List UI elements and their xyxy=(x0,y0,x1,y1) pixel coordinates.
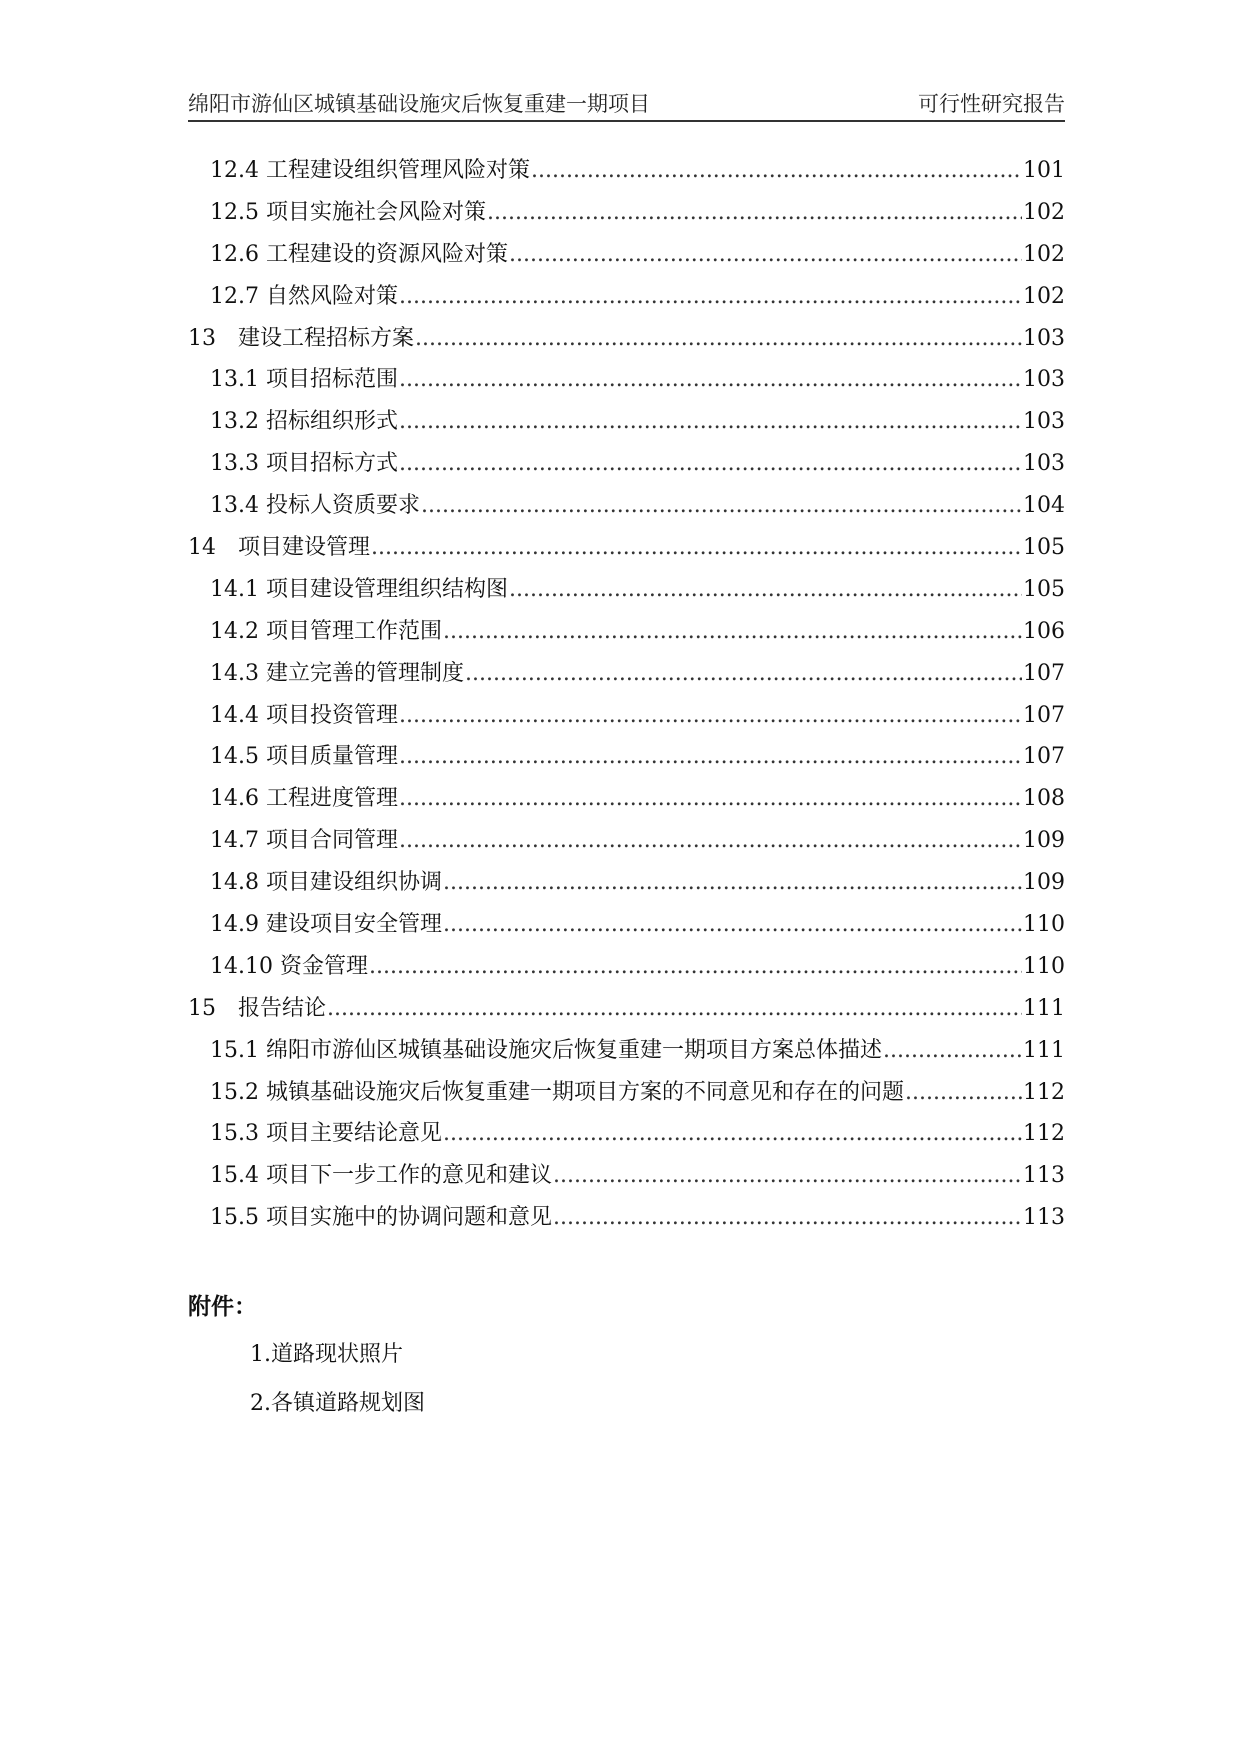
toc-entry-title: 14.7 项目合同管理 xyxy=(210,828,398,854)
toc-entry-title: 15.5 项目实施中的协调问题和意见 xyxy=(210,1205,552,1231)
toc-page-number: 103 xyxy=(1023,451,1065,477)
toc-page-number: 102 xyxy=(1023,283,1065,309)
toc-page-number: 102 xyxy=(1023,241,1065,267)
toc-entry[interactable] xyxy=(188,408,1065,450)
toc-entry-title: 14.6 工程进度管理 xyxy=(210,786,398,812)
toc-entry[interactable] xyxy=(188,199,1065,241)
toc-page-number: 111 xyxy=(1023,1037,1065,1063)
toc-entry-title: 15.3 项目主要结论意见 xyxy=(210,1121,442,1147)
toc-entry[interactable] xyxy=(188,785,1065,827)
toc-dot-leader xyxy=(487,199,1022,227)
toc-dot-leader xyxy=(399,283,1022,311)
toc-dot-leader xyxy=(369,953,1022,981)
toc-page-number: 105 xyxy=(1023,535,1065,561)
toc-dot-leader xyxy=(509,576,1022,604)
toc-entry-title: 13 建设工程招标方案 xyxy=(188,325,414,351)
toc-page-number: 112 xyxy=(1023,1079,1065,1105)
toc-dot-leader xyxy=(443,1120,1022,1148)
toc-entry-title: 13.1 项目招标范围 xyxy=(210,367,398,393)
toc-dot-leader xyxy=(509,241,1022,269)
toc-dot-leader xyxy=(883,1037,1022,1065)
toc-dot-leader xyxy=(399,450,1022,478)
toc-page-number: 109 xyxy=(1023,828,1065,854)
toc-entry-title: 14.3 建立完善的管理制度 xyxy=(210,660,464,686)
toc-entry[interactable] xyxy=(188,660,1065,702)
toc-entry-title: 14.10 资金管理 xyxy=(210,953,368,979)
page-header xyxy=(188,88,1065,118)
toc-entry-title: 15.4 项目下一步工作的意见和建议 xyxy=(210,1163,552,1189)
header-report-type: 可行性研究报告 xyxy=(918,92,1065,116)
toc-entry-title: 14 项目建设管理 xyxy=(188,535,370,561)
toc-entry[interactable] xyxy=(188,1162,1065,1204)
toc-entry-title: 12.7 自然风险对策 xyxy=(210,283,398,309)
toc-entry[interactable] xyxy=(188,283,1065,325)
toc-entry-title: 12.5 项目实施社会风险对策 xyxy=(210,199,486,225)
toc-page-number: 105 xyxy=(1023,576,1065,602)
toc-page-number: 101 xyxy=(1023,158,1065,183)
toc-entry-title: 14.9 建设项目安全管理 xyxy=(210,912,442,938)
toc-dot-leader xyxy=(553,1204,1022,1232)
toc-dot-leader xyxy=(399,827,1022,855)
toc-page-number: 109 xyxy=(1023,870,1065,896)
toc-page-number: 106 xyxy=(1023,618,1065,644)
appendix-item: 1.道路现状照片 xyxy=(250,1342,403,1367)
toc-entry[interactable] xyxy=(188,241,1065,283)
toc-dot-leader xyxy=(371,534,1022,562)
toc-dot-leader xyxy=(443,911,1022,939)
toc-entry[interactable] xyxy=(188,869,1065,911)
toc-entry[interactable] xyxy=(188,1079,1065,1121)
toc-entry[interactable] xyxy=(188,953,1065,995)
toc-entry[interactable] xyxy=(188,157,1065,199)
toc-page-number: 107 xyxy=(1023,744,1065,770)
toc-dot-leader xyxy=(399,785,1022,813)
toc-entry[interactable] xyxy=(188,534,1065,576)
toc-entry[interactable] xyxy=(188,743,1065,785)
toc-dot-leader xyxy=(905,1079,1022,1107)
toc-dot-leader xyxy=(399,366,1022,394)
toc-entry[interactable] xyxy=(188,492,1065,534)
toc-entry[interactable] xyxy=(188,827,1065,869)
toc-dot-leader xyxy=(465,660,1022,688)
header-document-title: 绵阳市游仙区城镇基础设施灾后恢复重建一期项目 xyxy=(188,92,650,116)
toc-entry-title: 15.1 绵阳市游仙区城镇基础设施灾后恢复重建一期项目方案总体描述 xyxy=(210,1037,882,1063)
toc-entry-title: 12.6 工程建设的资源风险对策 xyxy=(210,241,508,267)
toc-page-number: 112 xyxy=(1023,1121,1065,1147)
appendix-title: 附件： xyxy=(188,1293,257,1320)
toc-entry[interactable] xyxy=(188,450,1065,492)
toc-page-number: 111 xyxy=(1023,995,1065,1021)
toc-page-number: 110 xyxy=(1023,953,1065,979)
toc-entry-title: 14.4 项目投资管理 xyxy=(210,702,398,728)
toc-entry-title: 13.3 项目招标方式 xyxy=(210,451,398,477)
toc-page-number: 113 xyxy=(1023,1205,1065,1231)
toc-dot-leader xyxy=(531,157,1022,185)
toc-entry-title: 14.5 项目质量管理 xyxy=(210,744,398,770)
appendix-item: 2.各镇道路规划图 xyxy=(250,1391,425,1416)
toc-entry[interactable] xyxy=(188,618,1065,660)
toc-entry-title: 14.2 项目管理工作范围 xyxy=(210,618,442,644)
header-divider xyxy=(188,120,1065,122)
toc-page-number: 103 xyxy=(1023,409,1065,435)
toc-page-number: 110 xyxy=(1023,912,1065,938)
table-of-contents xyxy=(188,157,1065,1246)
toc-page-number: 103 xyxy=(1023,325,1065,351)
toc-entry[interactable] xyxy=(188,1120,1065,1162)
toc-entry-title: 15.2 城镇基础设施灾后恢复重建一期项目方案的不同意见和存在的问题 xyxy=(210,1079,904,1105)
toc-dot-leader xyxy=(415,325,1022,353)
toc-entry[interactable] xyxy=(188,1037,1065,1079)
toc-page-number: 102 xyxy=(1023,199,1065,225)
toc-dot-leader xyxy=(421,492,1022,520)
toc-entry[interactable] xyxy=(188,1204,1065,1246)
toc-page-number: 108 xyxy=(1023,786,1065,812)
toc-entry[interactable] xyxy=(188,325,1065,367)
toc-entry[interactable] xyxy=(188,911,1065,953)
toc-page-number: 107 xyxy=(1023,702,1065,728)
toc-dot-leader xyxy=(443,869,1022,897)
toc-dot-leader xyxy=(399,408,1022,436)
toc-dot-leader xyxy=(399,743,1022,771)
toc-entry[interactable] xyxy=(188,702,1065,744)
toc-entry-title: 13.2 招标组织形式 xyxy=(210,409,398,435)
toc-entry[interactable] xyxy=(188,576,1065,618)
toc-entry-title: 12.4 工程建设组织管理风险对策 xyxy=(210,158,530,183)
toc-entry-title: 14.1 项目建设管理组织结构图 xyxy=(210,576,508,602)
toc-dot-leader xyxy=(443,618,1022,646)
toc-entry-title: 14.8 项目建设组织协调 xyxy=(210,870,442,896)
toc-page-number: 107 xyxy=(1023,660,1065,686)
toc-page-number: 104 xyxy=(1023,493,1065,519)
toc-entry[interactable] xyxy=(188,366,1065,408)
toc-entry[interactable] xyxy=(188,995,1065,1037)
toc-page-number: 113 xyxy=(1023,1163,1065,1189)
toc-dot-leader xyxy=(399,702,1022,730)
toc-dot-leader xyxy=(553,1162,1022,1190)
toc-dot-leader xyxy=(327,995,1022,1023)
toc-page-number: 103 xyxy=(1023,367,1065,393)
toc-entry-title: 15 报告结论 xyxy=(188,995,326,1021)
toc-entry-title: 13.4 投标人资质要求 xyxy=(210,493,420,519)
